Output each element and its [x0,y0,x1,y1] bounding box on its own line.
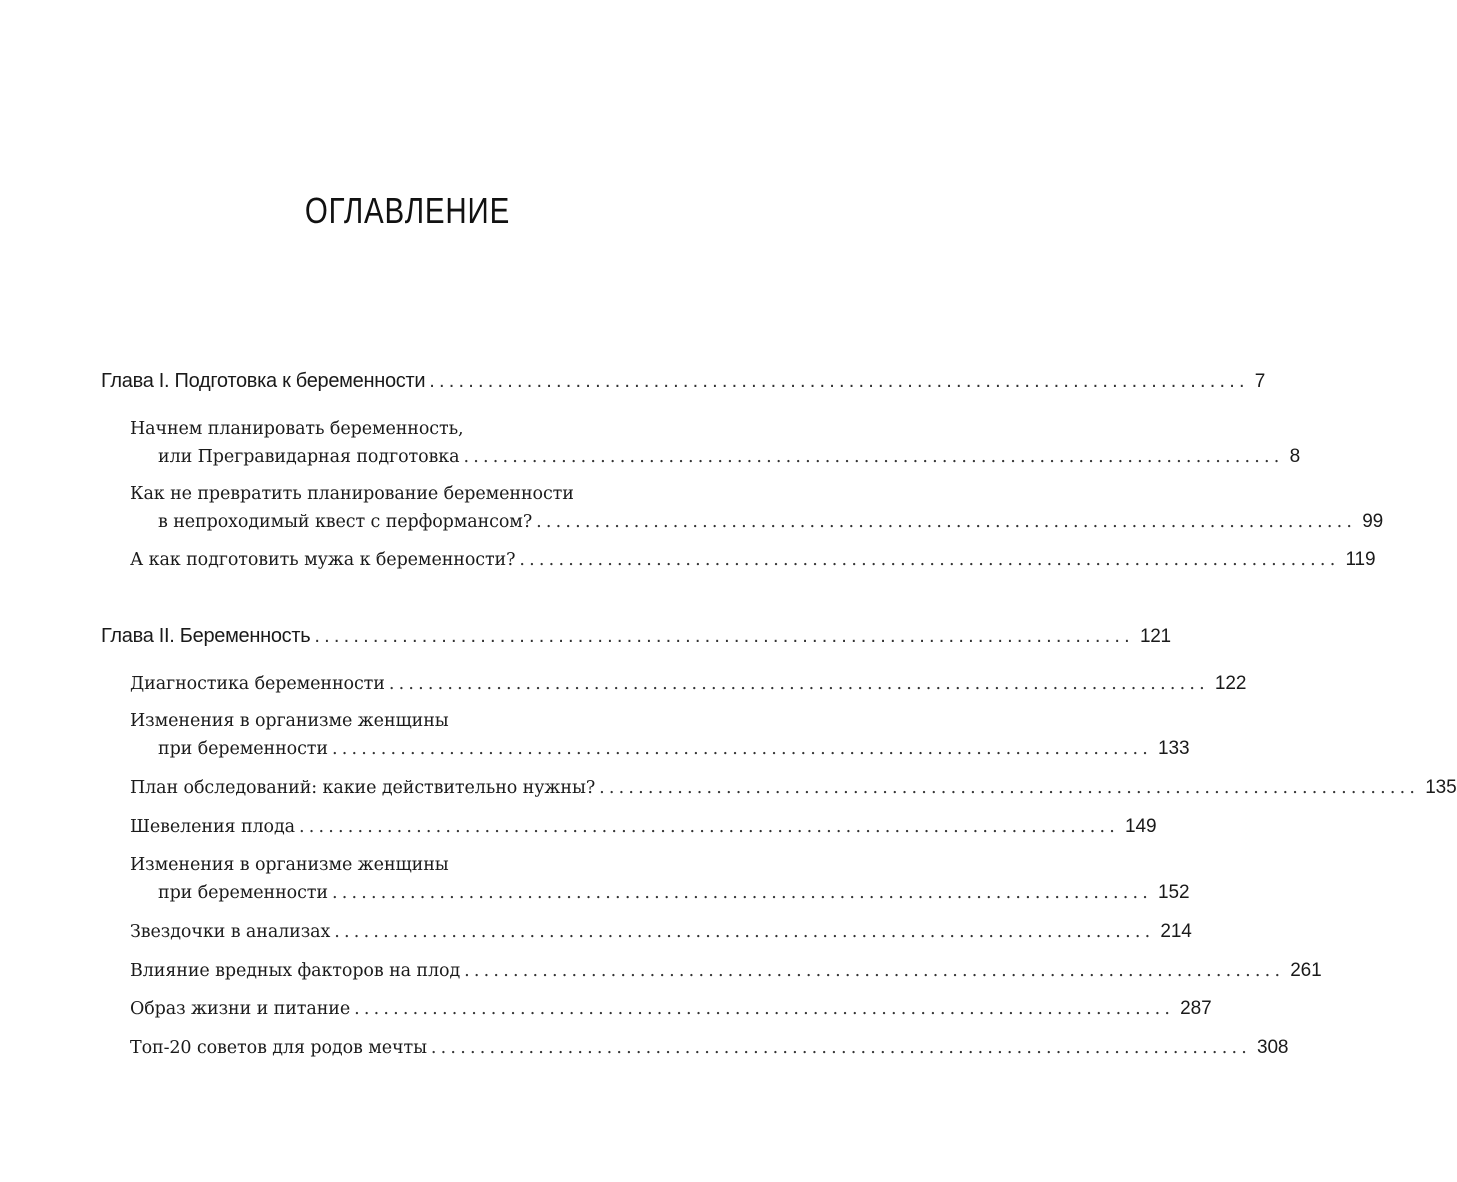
section-title: Звездочки в анализах [130,922,331,942]
dot-leader: .................................................................................... [331,883,1153,903]
section-title-line1: Изменения в организме женщины [130,711,449,731]
dot-leader: .................................................................................... [519,550,1340,570]
chapter-title: Глава II. Беременность [101,625,311,647]
section-title-line2: при беременности [158,883,328,903]
page-number: 8 [1289,446,1301,467]
page-number: 99 [1362,511,1384,532]
dot-leader: .................................................................................... [298,817,1120,837]
page-number: 121 [1139,626,1171,647]
page-number: 152 [1158,882,1190,903]
section-title: Шевеления плода [130,817,295,837]
section-title: План обследований: какие действительно нужны? [130,778,596,798]
dot-leader: .................................................................................... [429,370,1249,392]
dot-leader: .................................................................................... [331,739,1153,759]
section-title-line2: в непроходимый квест с перформансом? [158,512,533,532]
section-title: А как подготовить мужа к беременности? [130,550,516,570]
page-number: 149 [1125,816,1157,837]
page-number: 135 [1425,777,1457,798]
dot-leader: .................................................................................... [536,512,1357,532]
page-number: 119 [1345,549,1376,570]
dot-leader: .................................................................................... [388,674,1209,694]
page-title: ОГЛАВЛЕНИЕ [304,190,511,231]
dot-leader: .................................................................................... [314,625,1134,647]
dot-leader: .................................................................................... [463,447,1284,467]
dot-leader: .................................................................................... [334,922,1155,942]
chapter-title: Глава I. Подготовка к беременности [101,370,426,392]
section-title: Влияние вредных факторов на плод [130,961,461,981]
page-number: 7 [1254,371,1266,392]
page-number: 308 [1256,1037,1289,1058]
section-title-line1: Изменения в организме женщины [130,855,449,875]
section-title-line2: при беременности [158,739,328,759]
page-number: 122 [1214,673,1247,694]
page-number: 214 [1160,921,1192,942]
page-number: 261 [1290,960,1322,981]
section-title: Образ жизни и питание [130,999,351,1019]
dot-leader: .................................................................................... [354,999,1175,1019]
section-title: Диагностика беременности [130,674,385,694]
page-number: 287 [1180,998,1212,1019]
section-title-line2: или Прегравидарная подготовка [158,447,460,467]
dot-leader: .................................................................................... [464,961,1285,981]
section-title: Топ-20 советов для родов мечты [130,1038,427,1058]
page-number: 133 [1158,738,1190,759]
dot-leader: .................................................................................... [599,778,1420,798]
dot-leader: .................................................................................... [430,1038,1251,1058]
section-title-line1: Начнем планировать беременность, [130,419,464,439]
section-title-line1: Как не превратить планирование беременности [130,484,574,504]
